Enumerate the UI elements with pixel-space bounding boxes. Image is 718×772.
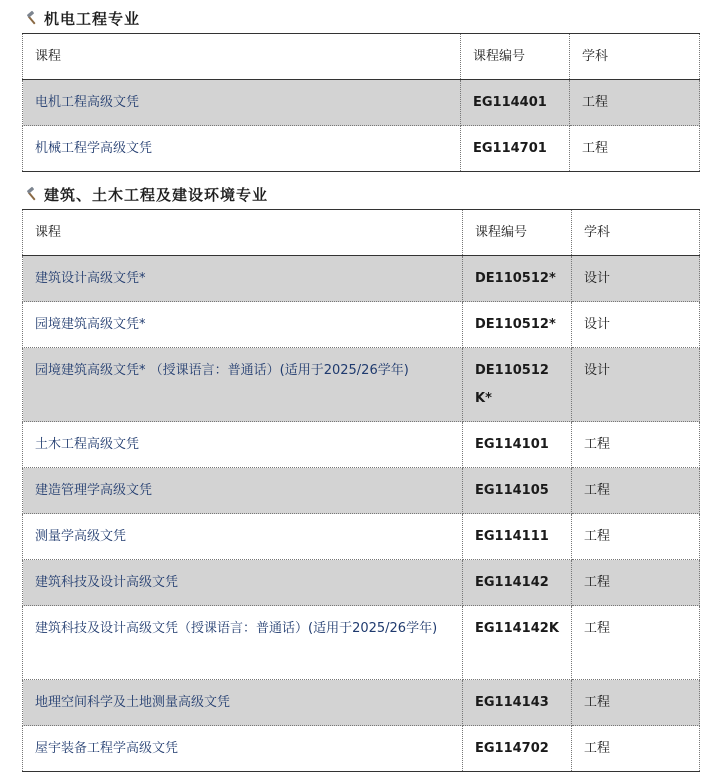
course-name-link[interactable]: 建筑科技及设计高级文凭 [23,560,463,606]
table-row [23,302,700,348]
column-header-code: 课程编号 [461,34,570,80]
course-code: EG114143 [463,680,572,726]
table-row [23,514,700,560]
course-subject: 设计 [572,302,700,348]
course-subject: 工程 [572,514,700,560]
course-name-link[interactable]: 园境建筑高级文凭* （授课语言：普通话）(适用于2025/26学年) [23,348,463,422]
course-name-link[interactable]: 屋宇装备工程学高级文凭 [23,726,463,772]
course-code: EG114101 [463,422,572,468]
course-name-link[interactable]: 机械工程学高级文凭 [23,126,461,172]
course-subject: 工程 [572,726,700,772]
section-title: 机电工程专业 [44,9,141,28]
course-code: EG114105 [463,468,572,514]
section-heading-electrical [24,7,140,29]
course-subject: 工程 [570,126,700,172]
course-subject: 工程 [572,422,700,468]
course-table-electrical [22,33,700,172]
course-name-link[interactable]: 地理空间科学及土地测量高级文凭 [23,680,463,726]
course-code: EG114701 [461,126,570,172]
table-row [23,348,700,422]
course-code: EG114702 [463,726,572,772]
column-header-course: 课程 [23,210,463,256]
course-subject: 工程 [572,606,700,680]
course-name-link[interactable]: 土木工程高级文凭 [23,422,463,468]
course-name-link[interactable]: 建筑科技及设计高级文凭（授课语言：普通话）(适用于2025/26学年) [23,606,463,680]
course-subject: 设计 [572,256,700,302]
column-header-code: 课程编号 [463,210,572,256]
course-code: EG114142 [463,560,572,606]
course-subject: 工程 [572,560,700,606]
column-header-subject: 学科 [570,34,700,80]
table-row [23,256,700,302]
course-code: EG114111 [463,514,572,560]
course-code: EG114142K [463,606,572,680]
course-name-link[interactable]: 测量学高级文凭 [23,514,463,560]
course-code: DE110512* [463,302,572,348]
table-row [23,80,700,126]
table-row [23,606,700,680]
hammer-icon [24,186,40,202]
column-header-course: 课程 [23,34,461,80]
course-name-link[interactable]: 建造管理学高级文凭 [23,468,463,514]
section-heading-construction [24,183,268,205]
section-title: 建筑、土木工程及建设环境专业 [44,185,269,204]
table-row [23,560,700,606]
table-row [23,726,700,772]
table-row [23,126,700,172]
course-name-link[interactable]: 建筑设计高级文凭* [23,256,463,302]
course-code: DE110512K* [463,348,572,422]
course-subject: 设计 [572,348,700,422]
course-subject: 工程 [572,680,700,726]
course-name-link[interactable]: 电机工程高级文凭 [23,80,461,126]
table-row [23,468,700,514]
course-subject: 工程 [570,80,700,126]
course-code: DE110512* [463,256,572,302]
course-table-construction [22,209,700,772]
table-row [23,422,700,468]
course-subject: 工程 [572,468,700,514]
hammer-icon [24,10,40,26]
table-row [23,680,700,726]
course-code: EG114401 [461,80,570,126]
course-name-link[interactable]: 园境建筑高级文凭* [23,302,463,348]
column-header-subject: 学科 [572,210,700,256]
table-header-row [23,210,700,256]
table-header-row [23,34,700,80]
